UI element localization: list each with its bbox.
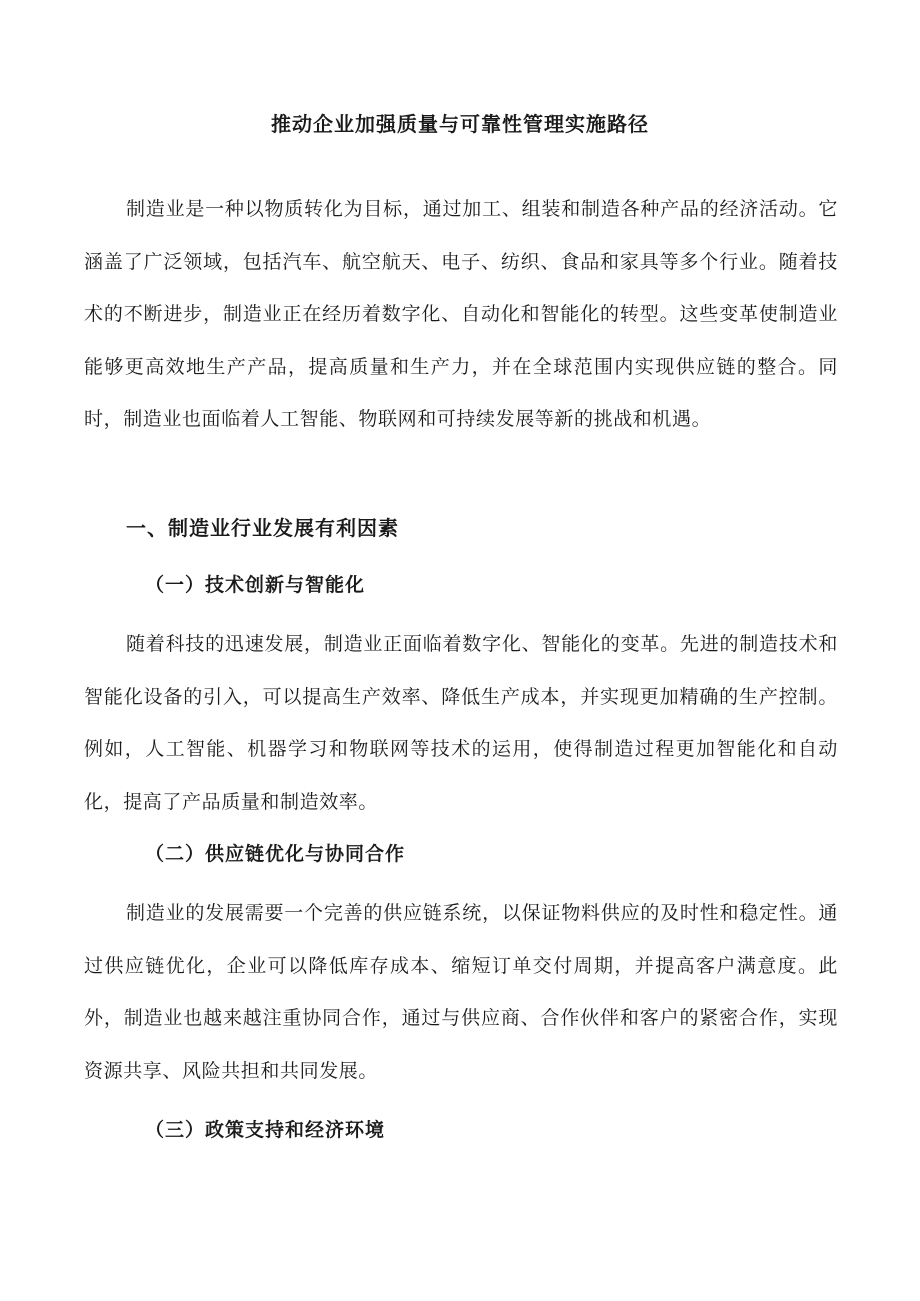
document-title: 推动企业加强质量与可靠性管理实施路径 — [271, 112, 649, 136]
subsection-paragraph-2: 制造业的发展需要一个完善的供应链系统，以保证物料供应的及时性和稳定性。通过供应链优化，企业可以降低库存成本、缩短订单交付周期，并提高客户满意度。此外，制造业也越来越注重协同合作，通过与供应商、合作伙伴和客户的紧密合作，实现资源共享、风险共担和共同发展。 — [84, 902, 838, 1082]
subsection-heading-3: （三）政策支持和经济环境 — [145, 1119, 386, 1141]
intro-paragraph: 制造业是一种以物质转化为目标，通过加工、组装和制造各种产品的经济活动。它涵盖了广泛领域，包括汽车、航空航天、电子、纺织、食品和家具等多个行业。随着技术的不断进步，制造业正在经历着数字化、自动化和智能化的转型。这些变革使制造业能够更高效地生产产品，提高质量和生产力，并在全球范围内实现供应链的整合。同时，制造业也面临着人工智能、物联网和可持续发展等新的挑战和机遇。 — [84, 198, 838, 430]
subsection-heading-1: （一）技术创新与智能化 — [145, 574, 366, 596]
subsection-heading-2: （二）供应链优化与协同合作 — [145, 843, 406, 865]
subsection-paragraph-1: 随着科技的迅速发展，制造业正面临着数字化、智能化的变革。先进的制造技术和智能化设备的引入，可以提高生产效率、降低生产成本，并实现更加精确的生产控制。例如，人工智能、机器学习和物联网等技术的运用，使得制造过程更加智能化和自动化，提高了产品质量和制造效率。 — [84, 633, 838, 813]
section-heading-1: 一、制造业行业发展有利因素 — [126, 516, 399, 540]
